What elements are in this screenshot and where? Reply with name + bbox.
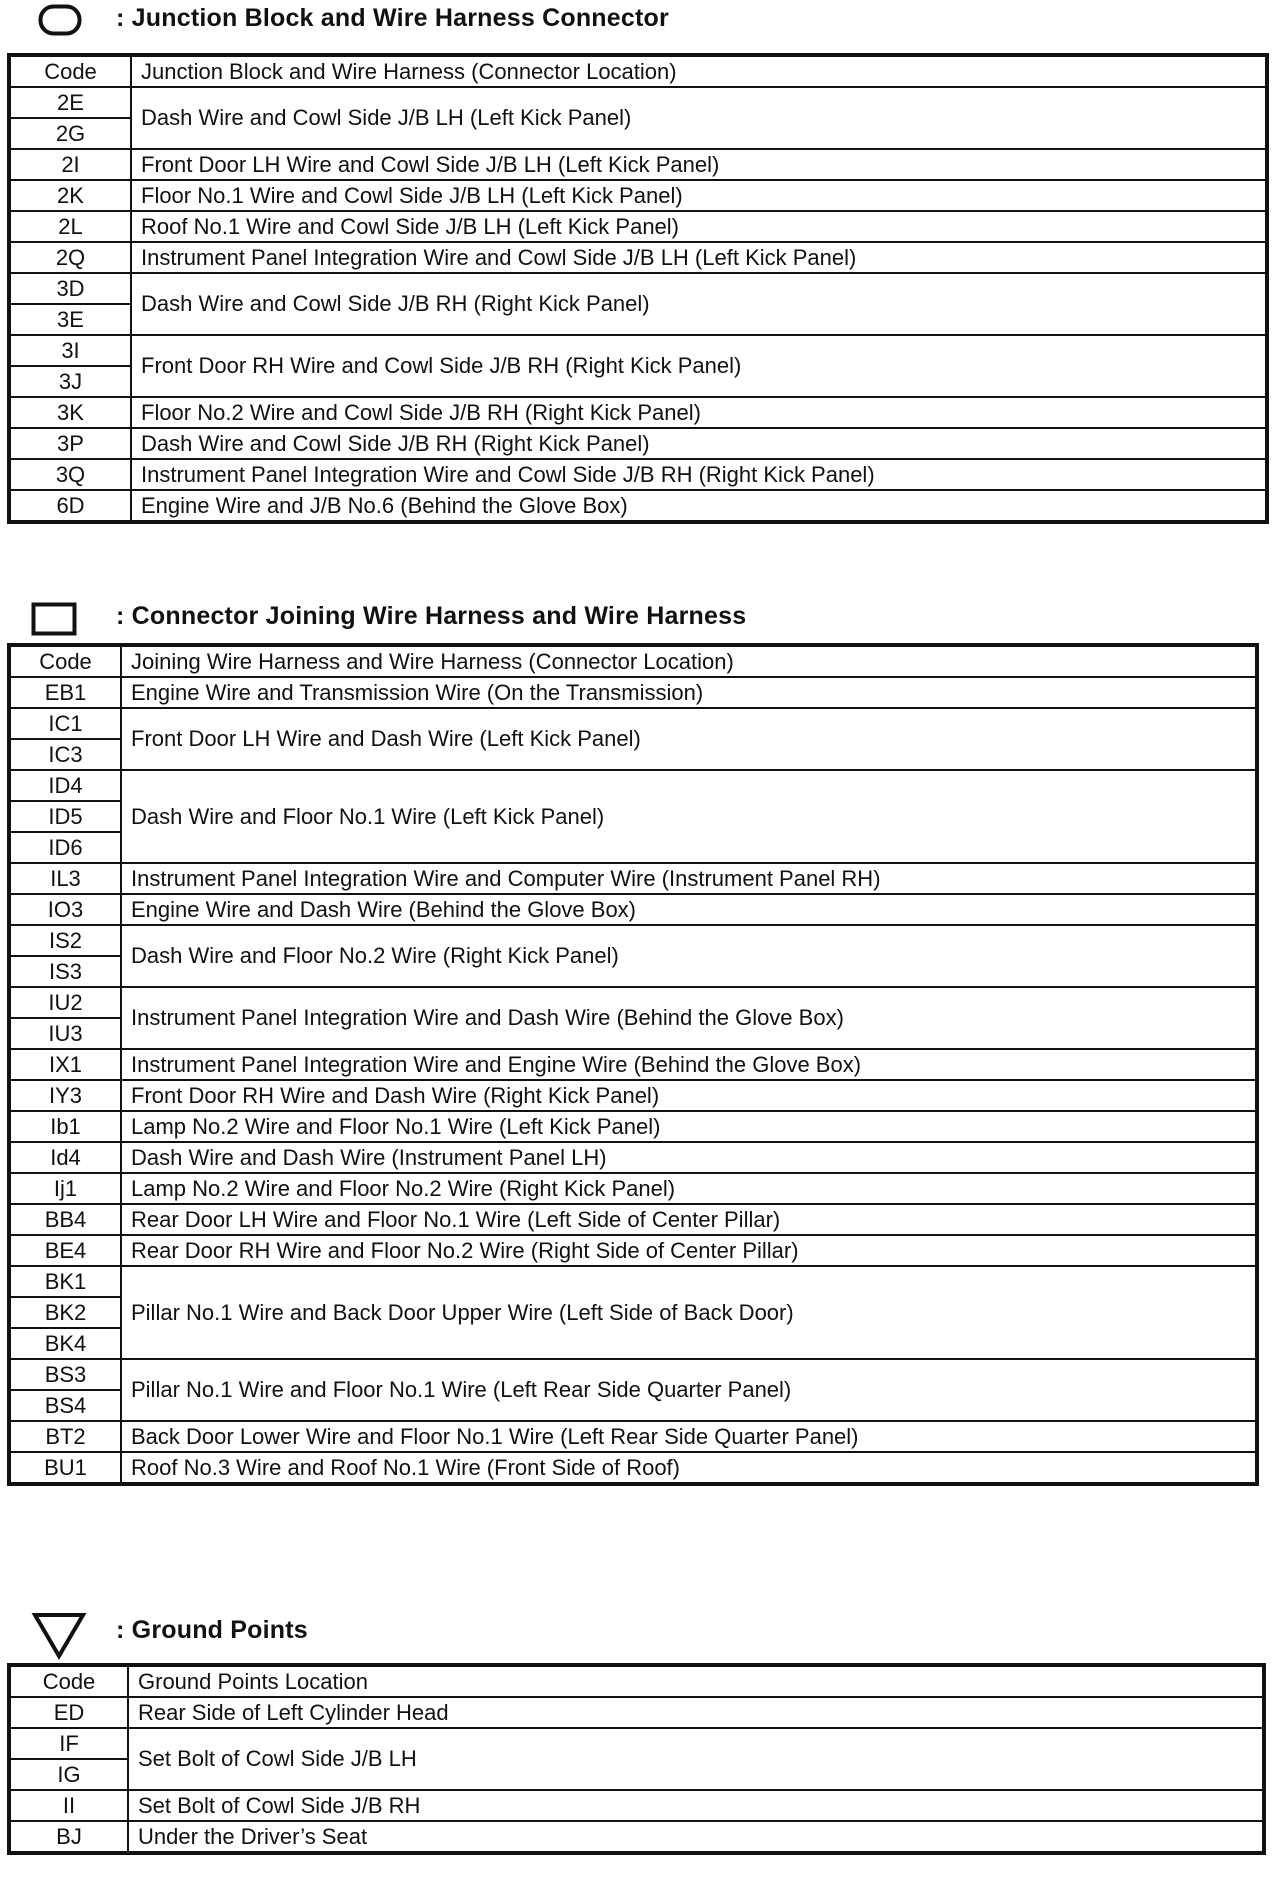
connector-code: 3D bbox=[10, 273, 131, 304]
table-row bbox=[10, 87, 1266, 118]
table-row bbox=[10, 1235, 1256, 1266]
connector-code: 3J bbox=[10, 366, 131, 397]
table-row bbox=[10, 335, 1266, 366]
connector-code: Id4 bbox=[10, 1142, 121, 1173]
connector-location: Front Door RH Wire and Cowl Side J/B RH (Right Kick Panel) bbox=[131, 335, 1266, 397]
connector-location: Dash Wire and Cowl Side J/B RH (Right Kick Panel) bbox=[131, 428, 1266, 459]
connector-location: Front Door LH Wire and Dash Wire (Left Kick Panel) bbox=[121, 708, 1256, 770]
connector-location: Front Door RH Wire and Dash Wire (Right Kick Panel) bbox=[121, 1080, 1256, 1111]
connector-code: BK2 bbox=[10, 1297, 121, 1328]
table-row bbox=[10, 490, 1266, 521]
connector-location: Roof No.3 Wire and Roof No.1 Wire (Front Side of Roof) bbox=[121, 1452, 1256, 1483]
location-column-header: Ground Points Location bbox=[128, 1666, 1263, 1697]
connector-location: Pillar No.1 Wire and Floor No.1 Wire (Left Rear Side Quarter Panel) bbox=[121, 1359, 1256, 1421]
connector-code: BS4 bbox=[10, 1390, 121, 1421]
connector-code: EB1 bbox=[10, 677, 121, 708]
table-row bbox=[10, 708, 1256, 739]
connector-code: BS3 bbox=[10, 1359, 121, 1390]
connector-code: ID6 bbox=[10, 832, 121, 863]
table-header-row bbox=[10, 56, 1266, 87]
table-row bbox=[10, 1204, 1256, 1235]
connector-code: ED bbox=[10, 1697, 128, 1728]
rounded-rectangle-icon bbox=[38, 4, 82, 36]
connector-code: IL3 bbox=[10, 863, 121, 894]
connector-code: 2I bbox=[10, 149, 131, 180]
table-row bbox=[10, 1266, 1256, 1297]
connector-code: 3Q bbox=[10, 459, 131, 490]
ground-points-table-wrap bbox=[9, 1665, 1264, 1853]
table-row bbox=[10, 1452, 1256, 1483]
connector-location: Floor No.2 Wire and Cowl Side J/B RH (Right Kick Panel) bbox=[131, 397, 1266, 428]
table-row bbox=[10, 894, 1256, 925]
connector-code: BT2 bbox=[10, 1421, 121, 1452]
connector-code: 2L bbox=[10, 211, 131, 242]
table-row bbox=[10, 863, 1256, 894]
table-row bbox=[10, 1049, 1256, 1080]
connector-location: Set Bolt of Cowl Side J/B RH bbox=[128, 1790, 1263, 1821]
table-header-row bbox=[10, 646, 1256, 677]
connector-code: IY3 bbox=[10, 1080, 121, 1111]
table-row bbox=[10, 1790, 1263, 1821]
table-header-row bbox=[10, 1666, 1263, 1697]
table-row bbox=[10, 273, 1266, 304]
connector-code: 2E bbox=[10, 87, 131, 118]
location-column-header: Junction Block and Wire Harness (Connector Location) bbox=[131, 56, 1266, 87]
connector-code: BB4 bbox=[10, 1204, 121, 1235]
connector-location: Engine Wire and Dash Wire (Behind the Glove Box) bbox=[121, 894, 1256, 925]
connector-location: Engine Wire and J/B No.6 (Behind the Glove Box) bbox=[131, 490, 1266, 521]
connector-location: Dash Wire and Cowl Side J/B LH (Left Kick Panel) bbox=[131, 87, 1266, 149]
connector-location: Instrument Panel Integration Wire and Cowl Side J/B LH (Left Kick Panel) bbox=[131, 242, 1266, 273]
connector-location: Roof No.1 Wire and Cowl Side J/B LH (Left Kick Panel) bbox=[131, 211, 1266, 242]
connector-code: BE4 bbox=[10, 1235, 121, 1266]
connector-code: 6D bbox=[10, 490, 131, 521]
connector-code: IS3 bbox=[10, 956, 121, 987]
connector-location: Instrument Panel Integration Wire and Engine Wire (Behind the Glove Box) bbox=[121, 1049, 1256, 1080]
table-row bbox=[10, 677, 1256, 708]
connector-code: IC3 bbox=[10, 739, 121, 770]
connector-location: Instrument Panel Integration Wire and Computer Wire (Instrument Panel RH) bbox=[121, 863, 1256, 894]
connector-location: Pillar No.1 Wire and Back Door Upper Wire (Left Side of Back Door) bbox=[121, 1266, 1256, 1359]
connector-code: 3E bbox=[10, 304, 131, 335]
connector-code: II bbox=[10, 1790, 128, 1821]
table-row bbox=[10, 149, 1266, 180]
connector-location: Lamp No.2 Wire and Floor No.2 Wire (Right Kick Panel) bbox=[121, 1173, 1256, 1204]
table-row bbox=[10, 397, 1266, 428]
connector-code: 2K bbox=[10, 180, 131, 211]
connector-location: Dash Wire and Dash Wire (Instrument Panel LH) bbox=[121, 1142, 1256, 1173]
connector-code: Ib1 bbox=[10, 1111, 121, 1142]
table-row bbox=[10, 211, 1266, 242]
junction-block-table-wrap bbox=[9, 55, 1267, 522]
ground-points-table bbox=[9, 1665, 1264, 1853]
connector-code: IU2 bbox=[10, 987, 121, 1018]
connector-location: Engine Wire and Transmission Wire (On the Transmission) bbox=[121, 677, 1256, 708]
connector-location: Back Door Lower Wire and Floor No.1 Wire (Left Rear Side Quarter Panel) bbox=[121, 1421, 1256, 1452]
table-row bbox=[10, 1728, 1263, 1759]
connector-location: Dash Wire and Cowl Side J/B RH (Right Kick Panel) bbox=[131, 273, 1266, 335]
connector-code: IO3 bbox=[10, 894, 121, 925]
table-row bbox=[10, 1080, 1256, 1111]
connector-code: ID5 bbox=[10, 801, 121, 832]
table-row bbox=[10, 1173, 1256, 1204]
section-title: : Junction Block and Wire Harness Connector bbox=[116, 4, 669, 32]
connector-code: IC1 bbox=[10, 708, 121, 739]
table-row bbox=[10, 459, 1266, 490]
table-row bbox=[10, 1142, 1256, 1173]
section-ground-points-header bbox=[0, 1610, 1280, 1650]
code-column-header: Code bbox=[10, 56, 131, 87]
section-title: : Connector Joining Wire Harness and Wire Harness bbox=[116, 602, 747, 630]
connector-location: Rear Door RH Wire and Floor No.2 Wire (Right Side of Center Pillar) bbox=[121, 1235, 1256, 1266]
connector-table-wrap bbox=[9, 645, 1257, 1484]
connector-code: 3P bbox=[10, 428, 131, 459]
table-row bbox=[10, 1421, 1256, 1452]
square-icon bbox=[31, 602, 77, 636]
table-row bbox=[10, 1111, 1256, 1142]
table-row bbox=[10, 242, 1266, 273]
table-row bbox=[10, 770, 1256, 801]
connector-code: BK1 bbox=[10, 1266, 121, 1297]
section-junction-block-header bbox=[0, 0, 1280, 40]
connector-location: Instrument Panel Integration Wire and Cowl Side J/B RH (Right Kick Panel) bbox=[131, 459, 1266, 490]
connector-code: BK4 bbox=[10, 1328, 121, 1359]
connector-location: Set Bolt of Cowl Side J/B LH bbox=[128, 1728, 1263, 1790]
connector-code: ID4 bbox=[10, 770, 121, 801]
connector-code: 2G bbox=[10, 118, 131, 149]
connector-location: Front Door LH Wire and Cowl Side J/B LH (Left Kick Panel) bbox=[131, 149, 1266, 180]
connector-code: BJ bbox=[10, 1821, 128, 1852]
connector-table bbox=[9, 645, 1257, 1484]
table-row bbox=[10, 925, 1256, 956]
junction-block-table bbox=[9, 55, 1267, 522]
code-column-header: Code bbox=[10, 646, 121, 677]
connector-code: Ij1 bbox=[10, 1173, 121, 1204]
connector-code: 2Q bbox=[10, 242, 131, 273]
connector-location: Dash Wire and Floor No.1 Wire (Left Kick Panel) bbox=[121, 770, 1256, 863]
connector-code: 3K bbox=[10, 397, 131, 428]
connector-code: IX1 bbox=[10, 1049, 121, 1080]
connector-code: IU3 bbox=[10, 1018, 121, 1049]
table-row bbox=[10, 987, 1256, 1018]
code-column-header: Code bbox=[10, 1666, 128, 1697]
table-row bbox=[10, 428, 1266, 459]
section-connector-header bbox=[0, 596, 1280, 636]
table-row bbox=[10, 180, 1266, 211]
triangle-icon bbox=[31, 1610, 87, 1660]
connector-code: IG bbox=[10, 1759, 128, 1790]
table-row bbox=[10, 1821, 1263, 1852]
connector-code: IF bbox=[10, 1728, 128, 1759]
location-column-header: Joining Wire Harness and Wire Harness (Connector Location) bbox=[121, 646, 1256, 677]
connector-location: Lamp No.2 Wire and Floor No.1 Wire (Left Kick Panel) bbox=[121, 1111, 1256, 1142]
connector-location: Rear Side of Left Cylinder Head bbox=[128, 1697, 1263, 1728]
table-row bbox=[10, 1359, 1256, 1390]
connector-location: Under the Driver’s Seat bbox=[128, 1821, 1263, 1852]
connector-location: Floor No.1 Wire and Cowl Side J/B LH (Left Kick Panel) bbox=[131, 180, 1266, 211]
connector-code: IS2 bbox=[10, 925, 121, 956]
connector-code: BU1 bbox=[10, 1452, 121, 1483]
section-title: : Ground Points bbox=[116, 1616, 308, 1644]
table-row bbox=[10, 1697, 1263, 1728]
connector-location: Dash Wire and Floor No.2 Wire (Right Kick Panel) bbox=[121, 925, 1256, 987]
connector-location: Instrument Panel Integration Wire and Dash Wire (Behind the Glove Box) bbox=[121, 987, 1256, 1049]
connector-location: Rear Door LH Wire and Floor No.1 Wire (Left Side of Center Pillar) bbox=[121, 1204, 1256, 1235]
connector-code: 3I bbox=[10, 335, 131, 366]
